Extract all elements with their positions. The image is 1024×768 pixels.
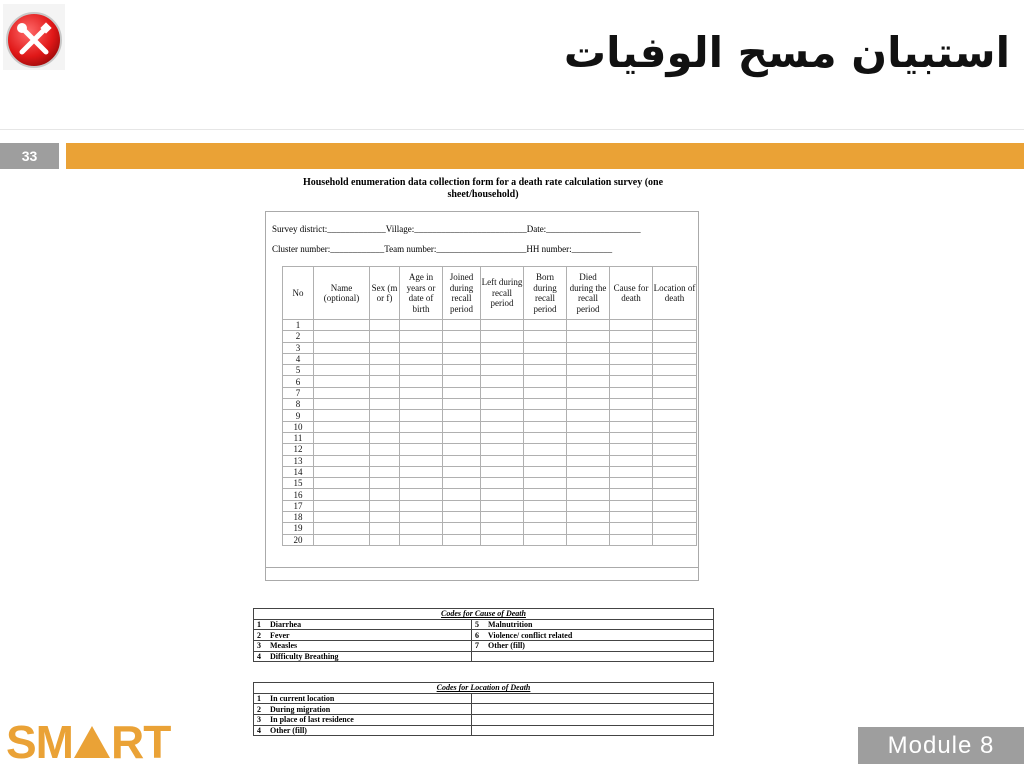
table-cell [370,421,400,432]
table-row [283,331,697,342]
table-cell [653,523,697,534]
table-cell [370,444,400,455]
title-divider [0,129,1024,130]
table-cell [610,432,653,443]
table-cell [400,432,443,443]
table-row [283,455,697,466]
table-cell [314,353,370,364]
col-left: Left during recall period [481,267,524,320]
table-cell [567,399,610,410]
table-row [283,399,697,410]
table-cell [400,534,443,545]
table-cell [567,512,610,523]
table-cell [567,455,610,466]
location-code-cell [472,693,714,704]
table-cell [610,353,653,364]
table-cell [370,523,400,534]
table-cell [481,489,524,500]
table-cell [400,365,443,376]
table-cell [567,342,610,353]
table-cell [370,387,400,398]
table-cell [370,432,400,443]
table-cell [653,331,697,342]
module-label: Module 8 [858,727,1024,764]
table-cell [610,512,653,523]
row-number: 20 [283,534,314,545]
table-cell [524,455,567,466]
table-cell [314,331,370,342]
slide-number: 33 [0,143,59,169]
table-cell [481,376,524,387]
table-cell [567,432,610,443]
table-cell [370,365,400,376]
table-cell [443,512,481,523]
table-row [283,376,697,387]
table-cell [481,478,524,489]
table-cell [370,466,400,477]
table-cell [370,478,400,489]
table-row [283,444,697,455]
table-cell [400,466,443,477]
table-cell [443,534,481,545]
row-number: 7 [283,387,314,398]
table-cell [314,410,370,421]
row-number: 10 [283,421,314,432]
table-row [283,320,697,331]
col-age: Age in years or date of birth [400,267,443,320]
location-code-cell [472,715,714,726]
row-number: 17 [283,500,314,511]
table-cell [443,478,481,489]
table-cell [400,421,443,432]
table-cell [370,489,400,500]
table-cell [443,455,481,466]
table-cell [481,512,524,523]
table-cell [443,421,481,432]
survey-district-line: Survey district:_____________Village:_________________________Date:_____________________ [272,224,641,234]
cluster-number-line: Cluster number:____________Team number:____________________HH number:_________ [272,244,613,254]
table-cell [610,399,653,410]
table-cell [370,331,400,342]
row-number: 14 [283,466,314,477]
table-cell [567,353,610,364]
row-number: 13 [283,455,314,466]
table-row [283,489,697,500]
table-cell [610,455,653,466]
table-row [283,512,697,523]
table-row [283,342,697,353]
table-cell [443,331,481,342]
table-cell [524,512,567,523]
row-number: 18 [283,512,314,523]
table-cell [314,523,370,534]
row-number: 9 [283,410,314,421]
table-cell [567,387,610,398]
table-cell [653,500,697,511]
table-row [283,410,697,421]
table-cell [314,489,370,500]
col-born: Born during recall period [524,267,567,320]
row-number: 19 [283,523,314,534]
row-number: 1 [283,320,314,331]
tools-icon [3,4,65,70]
table-cell [524,421,567,432]
table-cell [653,342,697,353]
col-joined: Joined during recall period [443,267,481,320]
table-cell [314,478,370,489]
col-cause: Cause for death [610,267,653,320]
table-cell [314,466,370,477]
location-codes-title: Codes for Location of Death [254,683,714,694]
table-cell [443,444,481,455]
table-cell [653,320,697,331]
table-cell [610,365,653,376]
row-number: 8 [283,399,314,410]
table-cell [524,410,567,421]
table-cell [443,489,481,500]
table-cell [524,432,567,443]
table-cell [653,478,697,489]
table-cell [610,342,653,353]
table-cell [314,320,370,331]
table-cell [481,331,524,342]
table-cell [524,342,567,353]
table-cell [610,478,653,489]
table-cell [314,432,370,443]
row-number: 16 [283,489,314,500]
row-number: 12 [283,444,314,455]
table-cell [567,376,610,387]
table-cell [610,331,653,342]
table-cell [653,432,697,443]
table-cell [610,466,653,477]
table-cell [481,500,524,511]
table-row [283,353,697,364]
table-cell [524,478,567,489]
table-cell [400,523,443,534]
cause-code-cell: 6 Violence/ conflict related [472,630,714,641]
table-cell [314,421,370,432]
table-cell [400,478,443,489]
table-row [283,432,697,443]
row-number: 11 [283,432,314,443]
table-cell [610,421,653,432]
table-cell [567,489,610,500]
table-cell [370,342,400,353]
table-cell [653,421,697,432]
table-cell [481,466,524,477]
table-row [283,523,697,534]
table-cell [400,331,443,342]
table-cell [653,387,697,398]
table-cell [524,489,567,500]
table-cell [314,512,370,523]
cause-code-cell: 5 Malnutrition [472,619,714,630]
table-row [283,500,697,511]
table-cell [653,466,697,477]
location-code-cell: 1 In current location [254,693,472,704]
table-cell [567,320,610,331]
table-cell [314,534,370,545]
table-cell [443,387,481,398]
table-cell [567,444,610,455]
location-code-cell [472,725,714,736]
cause-code-cell: 2 Fever [254,630,472,641]
table-cell [443,376,481,387]
table-cell [314,376,370,387]
row-number: 5 [283,365,314,376]
table-cell [370,399,400,410]
cause-codes-table [253,608,714,662]
location-code-cell: 2 During migration [254,704,472,715]
location-code-cell: 4 Other (fill) [254,725,472,736]
table-cell [524,500,567,511]
table-cell [400,399,443,410]
table-cell [314,455,370,466]
table-cell [567,365,610,376]
table-cell [524,444,567,455]
table-row [283,365,697,376]
table-cell [314,500,370,511]
table-cell [567,466,610,477]
table-cell [653,455,697,466]
col-sex: Sex (m or f) [370,267,400,320]
row-number: 6 [283,376,314,387]
table-cell [481,432,524,443]
table-cell [443,500,481,511]
table-cell [524,523,567,534]
table-cell [610,444,653,455]
table-cell [443,432,481,443]
table-cell [524,387,567,398]
table-cell [370,455,400,466]
table-cell [370,376,400,387]
header-accent-bar [66,143,1024,169]
table-cell [314,444,370,455]
table-cell [443,466,481,477]
table-cell [400,512,443,523]
form-footer-divider [266,567,698,568]
table-cell [567,523,610,534]
table-cell [400,410,443,421]
table-cell [610,523,653,534]
table-cell [400,353,443,364]
table-cell [567,500,610,511]
table-row [283,478,697,489]
table-cell [370,500,400,511]
location-code-cell [472,704,714,715]
table-cell [314,342,370,353]
table-cell [524,466,567,477]
table-cell [567,478,610,489]
row-number: 4 [283,353,314,364]
table-cell [370,410,400,421]
table-cell [481,320,524,331]
table-cell [481,399,524,410]
slide-title: استبيان مسح الوفيات [563,28,1010,77]
table-cell [400,455,443,466]
table-cell [370,320,400,331]
cause-code-cell: 3 Measles [254,641,472,652]
col-died: Died during the recall period [567,267,610,320]
location-codes-table [253,682,714,736]
table-cell [443,320,481,331]
table-cell [481,353,524,364]
tools-logo [3,4,65,70]
table-cell [610,489,653,500]
cause-codes-title: Codes for Cause of Death [254,609,714,620]
table-cell [524,331,567,342]
table-cell [567,421,610,432]
table-cell [314,387,370,398]
table-cell [481,523,524,534]
table-cell [610,320,653,331]
household-table [282,266,697,546]
table-cell [610,376,653,387]
smart-logo: SM RT [6,716,171,768]
table-cell [370,353,400,364]
table-cell [314,365,370,376]
table-cell [400,387,443,398]
table-cell [481,455,524,466]
table-cell [370,512,400,523]
table-cell [524,399,567,410]
table-cell [524,376,567,387]
table-cell [653,489,697,500]
table-row [283,387,697,398]
table-cell [481,387,524,398]
table-cell [400,500,443,511]
table-row [283,421,697,432]
logo-triangle [74,726,110,758]
table-cell [400,489,443,500]
table-cell [524,365,567,376]
table-cell [443,353,481,364]
table-cell [653,353,697,364]
form-heading: Household enumeration data collection form for a death rate calculation survey (one sheet/household) [302,177,664,200]
table-cell [610,387,653,398]
row-number: 15 [283,478,314,489]
table-cell [481,410,524,421]
table-cell [370,534,400,545]
table-cell [653,399,697,410]
table-cell [524,353,567,364]
table-cell [653,512,697,523]
table-cell [610,500,653,511]
table-cell [653,410,697,421]
enumeration-form [265,211,699,581]
table-cell [400,444,443,455]
table-cell [653,365,697,376]
table-cell [653,444,697,455]
table-cell [481,365,524,376]
cause-code-cell [472,651,714,662]
table-cell [524,534,567,545]
table-cell [567,534,610,545]
table-cell [400,320,443,331]
table-cell [481,342,524,353]
table-row [283,534,697,545]
table-cell [314,399,370,410]
table-cell [610,410,653,421]
col-name: Name (optional) [314,267,370,320]
table-cell [443,342,481,353]
table-cell [481,421,524,432]
cause-code-cell: 4 Difficulty Breathing [254,651,472,662]
table-cell [481,444,524,455]
table-cell [400,376,443,387]
table-cell [524,320,567,331]
table-cell [443,399,481,410]
row-number: 2 [283,331,314,342]
table-cell [443,410,481,421]
table-cell [653,376,697,387]
table-cell [400,342,443,353]
table-cell [567,331,610,342]
col-no: No [283,267,314,320]
table-cell [653,534,697,545]
row-number: 3 [283,342,314,353]
table-cell [610,534,653,545]
table-row [283,466,697,477]
cause-code-cell: 7 Other (fill) [472,641,714,652]
table-cell [481,534,524,545]
location-code-cell: 3 In place of last residence [254,715,472,726]
table-cell [443,365,481,376]
cause-code-cell: 1 Diarrhea [254,619,472,630]
col-location: Location of death [653,267,697,320]
table-cell [567,410,610,421]
table-cell [443,523,481,534]
